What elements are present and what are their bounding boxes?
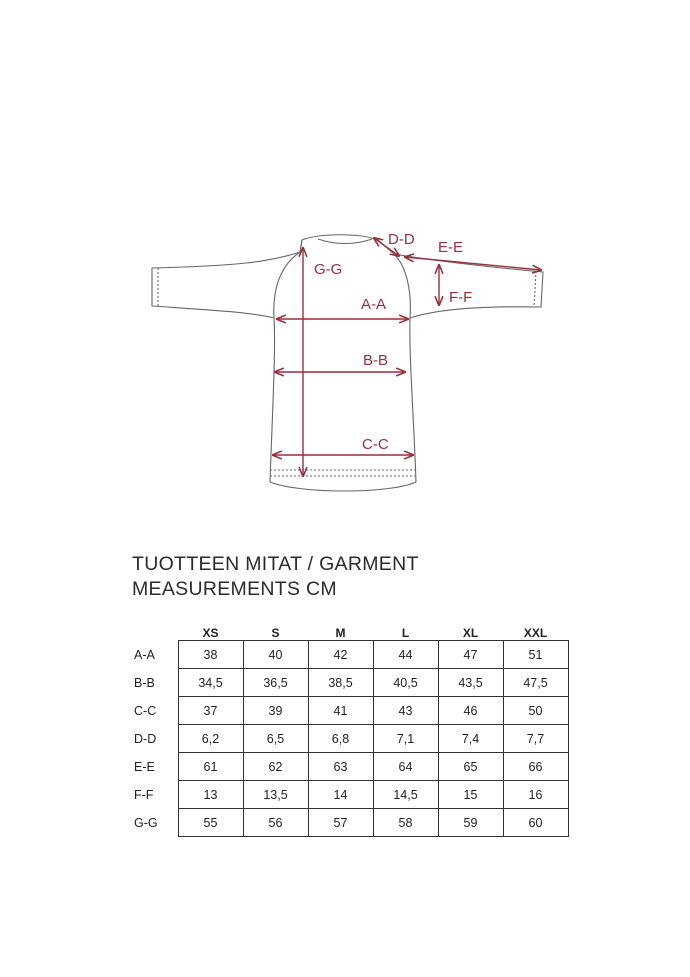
label-ff: F-F <box>449 289 473 306</box>
table-cell: 13 <box>178 781 243 809</box>
row-label: E-E <box>134 759 155 774</box>
table-cell: 60 <box>503 809 568 837</box>
size-header-row <box>120 624 568 641</box>
table-cell: 43,5 <box>438 669 503 697</box>
table-cell: 37 <box>178 697 243 725</box>
size-header: M <box>335 626 346 640</box>
table-cell: 59 <box>438 809 503 837</box>
table-cell: 57 <box>308 809 373 837</box>
table-row <box>120 725 568 753</box>
table-cell: 43 <box>373 697 438 725</box>
table-cell: 64 <box>373 753 438 781</box>
table-cell: 62 <box>243 753 308 781</box>
size-header: S <box>271 626 280 640</box>
table-cell: 34,5 <box>178 669 243 697</box>
heading-line-2: MEASUREMENTS CM <box>132 578 337 600</box>
table-cell: 38,5 <box>308 669 373 697</box>
table-cell: 46 <box>438 697 503 725</box>
size-header: L <box>401 626 410 640</box>
table-cell: 15 <box>438 781 503 809</box>
label-aa: A-A <box>361 296 387 313</box>
corner-cell <box>120 624 178 641</box>
ee-arrow <box>405 257 541 270</box>
table-cell: 13,5 <box>243 781 308 809</box>
table-row <box>120 809 568 837</box>
table-cell: 47 <box>438 641 503 669</box>
table-cell: 40 <box>243 641 308 669</box>
table-row <box>120 641 568 669</box>
table-cell: 56 <box>243 809 308 837</box>
table-cell: 61 <box>178 753 243 781</box>
heading-line-1: TUOTTEEN MITAT / GARMENT <box>132 553 419 575</box>
size-header: XL <box>462 626 479 640</box>
table-cell: 14,5 <box>373 781 438 809</box>
table-cell: 7,4 <box>438 725 503 753</box>
row-label: A-A <box>134 647 155 662</box>
table-cell: 65 <box>438 753 503 781</box>
table-row <box>120 781 568 809</box>
table-cell: 36,5 <box>243 669 308 697</box>
row-label: G-G <box>134 815 158 830</box>
label-dd: D-D <box>388 231 415 248</box>
hem <box>270 482 416 491</box>
table-cell: 55 <box>178 809 243 837</box>
table-cell: 42 <box>308 641 373 669</box>
table-cell: 7,7 <box>503 725 568 753</box>
table-cell: 14 <box>308 781 373 809</box>
label-bb: B-B <box>363 352 389 369</box>
table-cell: 44 <box>373 641 438 669</box>
table-cell: 47,5 <box>503 669 568 697</box>
table-cell: 16 <box>503 781 568 809</box>
table-cell: 6,2 <box>178 725 243 753</box>
table-cell: 39 <box>243 697 308 725</box>
table-cell: 51 <box>503 641 568 669</box>
table-cell: 63 <box>308 753 373 781</box>
size-header: XXL <box>523 626 548 640</box>
table-row <box>120 669 568 697</box>
table-cell: 7,1 <box>373 725 438 753</box>
row-label: D-D <box>134 731 157 746</box>
table-cell: 41 <box>308 697 373 725</box>
table-cell: 50 <box>503 697 568 725</box>
table-cell: 40,5 <box>373 669 438 697</box>
table-row <box>120 697 568 725</box>
left-sleeve <box>152 252 300 318</box>
body-right-side <box>394 254 416 482</box>
size-table <box>120 624 569 837</box>
body-left-side <box>270 252 300 482</box>
label-ee: E-E <box>438 239 464 256</box>
table-cell: 6,8 <box>308 725 373 753</box>
label-gg: G-G <box>314 261 343 278</box>
table-row <box>120 753 568 781</box>
collar <box>300 235 394 254</box>
size-header: XS <box>202 626 219 640</box>
row-label: C-C <box>134 703 157 718</box>
table-cell: 66 <box>503 753 568 781</box>
garment-outline <box>152 235 543 491</box>
row-label: B-B <box>134 675 155 690</box>
row-label: F-F <box>134 787 154 802</box>
table-cell: 6,5 <box>243 725 308 753</box>
table-cell: 38 <box>178 641 243 669</box>
table-cell: 58 <box>373 809 438 837</box>
label-cc: C-C <box>362 436 389 453</box>
